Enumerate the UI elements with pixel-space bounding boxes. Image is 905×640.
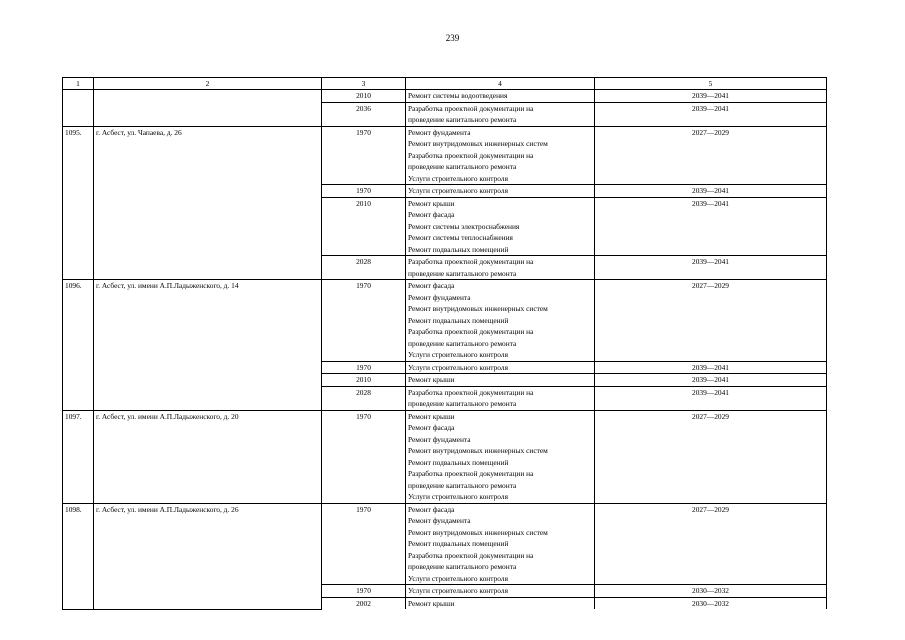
year: 1970 — [322, 185, 406, 198]
work-item: проведение капитального ремонта — [408, 399, 517, 408]
work-item: Ремонт подвальных помещений — [408, 457, 509, 467]
work-item: Разработка проектной документации на — [408, 257, 534, 266]
works-list — [406, 386, 595, 410]
work-item: Ремонт системы водоотведения — [408, 91, 508, 100]
row-number — [63, 90, 94, 127]
work-item: Ремонт крыши — [408, 411, 455, 421]
table-row — [63, 410, 827, 503]
header-col-3: 3 — [322, 78, 406, 90]
work-item: Ремонт фундамента — [408, 292, 471, 302]
period: 2027—2029 — [595, 280, 827, 362]
work-item: Ремонт подвальных помещений — [408, 539, 509, 548]
works-list — [406, 102, 595, 126]
work-item: проведение капитального ремонта — [408, 268, 517, 278]
work-item: Ремонт подвальных помещений — [408, 315, 509, 325]
work-item: Ремонт фундамента — [408, 434, 471, 444]
work-item: Услуги строительного контроля — [408, 173, 508, 183]
work-item: Ремонт системы электроснабжения — [408, 221, 520, 231]
table-row — [63, 126, 827, 185]
year: 1970 — [322, 280, 406, 362]
work-item: Ремонт внутридомовых инженерных систем — [408, 446, 548, 455]
row-number: 1095. — [63, 126, 94, 280]
work-item: Ремонт крыши — [408, 198, 455, 208]
work-item: проведение капитального ремонта — [408, 562, 517, 571]
year: 1970 — [322, 585, 406, 598]
year: 2010 — [322, 90, 406, 103]
address: г. Асбест, ул. Чапаева, д. 26 — [94, 126, 322, 280]
table-row — [63, 503, 827, 585]
header-col-1: 1 — [63, 78, 94, 90]
address: г. Асбест, ул. имени А.П.Ладыженского, д. 26 — [94, 503, 322, 609]
year: 1970 — [322, 410, 406, 503]
row-number: 1096. — [63, 280, 94, 411]
work-item: Услуги строительного контроля — [408, 492, 508, 501]
table-row — [63, 90, 827, 103]
page-number: 239 — [445, 33, 460, 43]
work-item: Услуги строительного контроля — [408, 586, 508, 595]
work-item: Ремонт внутридомовых инженерных систем — [408, 139, 548, 148]
work-item: Разработка проектной документации на — [408, 327, 534, 336]
repair-schedule-table — [62, 77, 827, 610]
address — [94, 90, 322, 127]
header-col-4: 4 — [406, 78, 595, 90]
period: 2027—2029 — [595, 126, 827, 185]
works-list — [406, 90, 595, 103]
work-item: Разработка проектной документации на — [408, 469, 534, 478]
year: 2002 — [322, 597, 406, 609]
work-item: Ремонт крыши — [408, 375, 455, 384]
table-row — [63, 280, 827, 362]
work-item: Разработка проектной документации на — [408, 103, 534, 113]
period: 2027—2029 — [595, 503, 827, 585]
period: 2039—2041 — [595, 197, 827, 256]
header-col-5: 5 — [595, 78, 827, 90]
work-item: Разработка проектной документации на — [408, 387, 534, 397]
work-item: Ремонт фундамента — [408, 127, 471, 137]
year: 2010 — [322, 374, 406, 387]
period: 2039—2041 — [595, 256, 827, 280]
works-list — [406, 597, 595, 609]
works-list — [406, 280, 595, 362]
work-item: Ремонт системы теплоснабжения — [408, 233, 513, 242]
work-item: Ремонт крыши — [408, 598, 455, 608]
work-item: Ремонт фасада — [408, 504, 455, 514]
year: 2036 — [322, 102, 406, 126]
work-item: Ремонт фасада — [408, 423, 455, 432]
period: 2039—2041 — [595, 386, 827, 410]
address: г. Асбест, ул. имени А.П.Ладыженского, д. 20 — [94, 410, 322, 503]
period: 2039—2041 — [595, 102, 827, 126]
works-list — [406, 585, 595, 598]
work-item: Услуги строительного контроля — [408, 362, 508, 372]
year: 2028 — [322, 386, 406, 410]
year: 1970 — [322, 126, 406, 185]
period: 2039—2041 — [595, 90, 827, 103]
period: 2030—2032 — [595, 597, 827, 609]
table-header-row — [63, 78, 827, 90]
works-list — [406, 361, 595, 374]
year: 2028 — [322, 256, 406, 280]
works-list — [406, 185, 595, 198]
period: 2030—2032 — [595, 585, 827, 598]
work-item: проведение капитального ремонта — [408, 338, 517, 348]
work-item: Услуги строительного контроля — [408, 350, 508, 359]
work-item: Разработка проектной документации на — [408, 550, 534, 560]
work-item: Ремонт внутридомовых инженерных систем — [408, 304, 548, 313]
work-item: Ремонт фасада — [408, 281, 455, 290]
year: 2010 — [322, 197, 406, 256]
row-number: 1098. — [63, 503, 94, 609]
work-item: Ремонт внутридомовых инженерных систем — [408, 527, 548, 537]
address: г. Асбест, ул. имени А.П.Ладыженского, д. 14 — [94, 280, 322, 411]
work-item: проведение капитального ремонта — [408, 480, 517, 490]
period: 2039—2041 — [595, 361, 827, 374]
work-item: Услуги строительного контроля — [408, 573, 508, 583]
period: 2027—2029 — [595, 410, 827, 503]
header-col-2: 2 — [94, 78, 322, 90]
work-item: Ремонт фасада — [408, 210, 455, 219]
work-item: проведение капитального ремонта — [408, 162, 517, 171]
period: 2039—2041 — [595, 374, 827, 387]
row-number: 1097. — [63, 410, 94, 503]
works-list — [406, 503, 595, 585]
works-list — [406, 374, 595, 387]
work-item: проведение капитального ремонта — [408, 115, 517, 124]
work-item: Ремонт подвальных помещений — [408, 244, 509, 254]
works-list — [406, 256, 595, 280]
period: 2039—2041 — [595, 185, 827, 198]
work-item: Услуги строительного контроля — [408, 186, 508, 195]
works-list — [406, 126, 595, 185]
works-list — [406, 410, 595, 503]
work-item: Ремонт фундамента — [408, 516, 471, 525]
year: 1970 — [322, 503, 406, 585]
work-item: Разработка проектной документации на — [408, 150, 534, 160]
works-list — [406, 197, 595, 256]
year: 1970 — [322, 361, 406, 374]
